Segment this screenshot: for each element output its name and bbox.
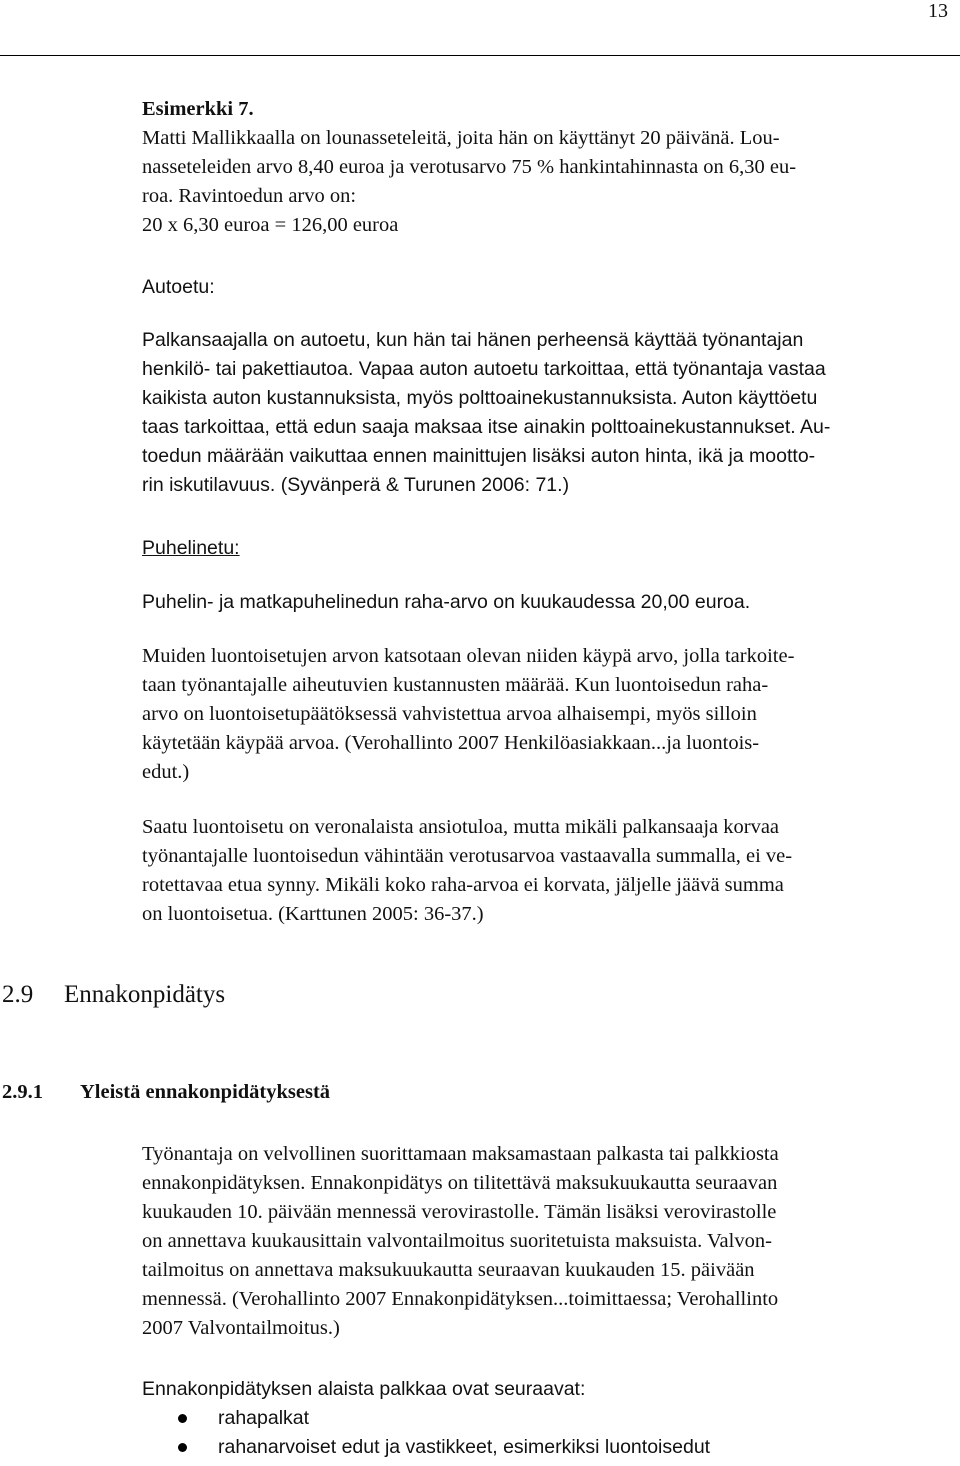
autoetu-line: henkilö- tai pakettiautoa. Vapaa auton autoetu tarkoittaa, että työnantaja vastaa xyxy=(142,358,826,380)
yleista-line: kuukauden 10. päivään mennessä verovirastolle. Tämän lisäksi verovirastolle xyxy=(142,1201,777,1223)
puhelinetu-text: Puhelin- ja matkapuhelinedun raha-arvo on kuukaudessa 20,00 euroa. xyxy=(142,591,751,613)
saatu-line: rotettavaa etua synny. Mikäli koko raha-arvoa ei korvata, jäljelle jäävä summa xyxy=(142,874,784,896)
subsection-number: 2.9.1 xyxy=(2,1081,43,1103)
saatu-paragraph xyxy=(142,813,928,929)
autoetu-line: rin iskutilavuus. (Syvänperä & Turunen 2006: 71.) xyxy=(142,474,570,496)
muiden-line: käytetään käypää arvoa. (Verohallinto 2007 Henkilöasiakkaan...ja luontois- xyxy=(142,732,760,754)
palkka-list xyxy=(142,1404,928,1462)
muiden-line: edut.) xyxy=(142,761,190,783)
muiden-line: taan työnantajalle aiheutuvien kustannusten määrää. Kun luontoisedun raha- xyxy=(142,674,769,696)
section-number: 2.9 xyxy=(2,981,34,1008)
yleista-line: on annettava kuukausittain valvontailmoitus suoritetuista maksuista. Valvon- xyxy=(142,1230,772,1252)
bullet-icon xyxy=(178,1414,187,1423)
puhelinetu-heading: Puhelinetu: xyxy=(142,537,240,559)
puhelinetu-heading-block xyxy=(142,534,928,563)
example-line: nasseteleiden arvo 8,40 euroa ja verotusarvo 75 % hankintahinnasta on 6,30 eu- xyxy=(142,156,797,178)
section-2-9-heading xyxy=(2,981,225,1009)
muiden-line: Muiden luontoisetujen arvon katsotaan olevan niiden käypä arvo, jolla tarkoite- xyxy=(142,645,795,667)
header-rule xyxy=(0,55,960,56)
autoetu-line: Palkansaajalla on autoetu, kun hän tai hänen perheensä käyttää työnantajan xyxy=(142,329,804,351)
section-title: Ennakonpidätys xyxy=(64,981,226,1008)
example-title: Esimerkki 7. xyxy=(142,98,254,120)
example-block xyxy=(142,95,928,240)
saatu-line: työnantajalle luontoisedun vähintään verotusarvoa vastaavalla summalla, ei ve- xyxy=(142,845,793,867)
autoetu-line: kaikista auton kustannuksista, myös polttoainekustannuksista. Auton käyttöetu xyxy=(142,387,818,409)
saatu-line: Saatu luontoisetu on veronalaista ansiotuloa, mutta mikäli palkansaaja korvaa xyxy=(142,816,780,838)
section-2-9-1-heading xyxy=(2,1081,330,1104)
yleista-line: tailmoitus on annettava maksukuukautta seuraavan kuukauden 15. päivään xyxy=(142,1259,755,1281)
list-item xyxy=(142,1433,928,1462)
muiden-line: arvo on luontoisetupäätöksessä vahvistettua arvoa alhaisempi, myös silloin xyxy=(142,703,757,725)
yleista-line: 2007 Valvontailmoitus.) xyxy=(142,1317,340,1339)
palkka-intro-block xyxy=(142,1375,928,1404)
muiden-paragraph xyxy=(142,642,928,787)
example-line: Matti Mallikkaalla on lounasseteleitä, joita hän on käyttänyt 20 päivänä. Lou- xyxy=(142,127,780,149)
yleista-paragraph xyxy=(142,1140,928,1343)
saatu-line: on luontoisetua. (Karttunen 2005: 36-37.) xyxy=(142,903,484,925)
autoetu-heading: Autoetu: xyxy=(142,276,215,298)
autoetu-line: taas tarkoittaa, että edun saaja maksaa itse ainakin polttoainekustannukset. Au- xyxy=(142,416,831,438)
autoetu-heading-block xyxy=(142,273,928,302)
yleista-line: Työnantaja on velvollinen suorittamaan maksamastaan palkasta tai palkkiosta xyxy=(142,1143,779,1165)
puhelinetu-paragraph xyxy=(142,588,928,617)
subsection-title: Yleistä ennakonpidätyksestä xyxy=(80,1081,331,1103)
autoetu-paragraph xyxy=(142,326,928,500)
list-item-text: rahanarvoiset edut ja vastikkeet, esimerkiksi luontoisedut xyxy=(218,1436,711,1458)
example-line: 20 x 6,30 euroa = 126,00 euroa xyxy=(142,214,399,236)
yleista-line: ennakonpidätyksen. Ennakonpidätys on tilitettävä maksukuukautta seuraavan xyxy=(142,1172,778,1194)
bullet-icon xyxy=(178,1443,187,1452)
list-item-text: rahapalkat xyxy=(218,1407,310,1429)
list-item xyxy=(142,1404,928,1433)
autoetu-line: toedun määrään vaikuttaa ennen mainittujen lisäksi auton hinta, ikä ja mootto- xyxy=(142,445,816,467)
example-line: roa. Ravintoedun arvo on: xyxy=(142,185,357,207)
page-number: 13 xyxy=(928,0,948,22)
palkka-intro: Ennakonpidätyksen alaista palkkaa ovat seuraavat: xyxy=(142,1378,586,1400)
yleista-line: mennessä. (Verohallinto 2007 Ennakonpidätyksen...toimittaessa; Verohallinto xyxy=(142,1288,779,1310)
